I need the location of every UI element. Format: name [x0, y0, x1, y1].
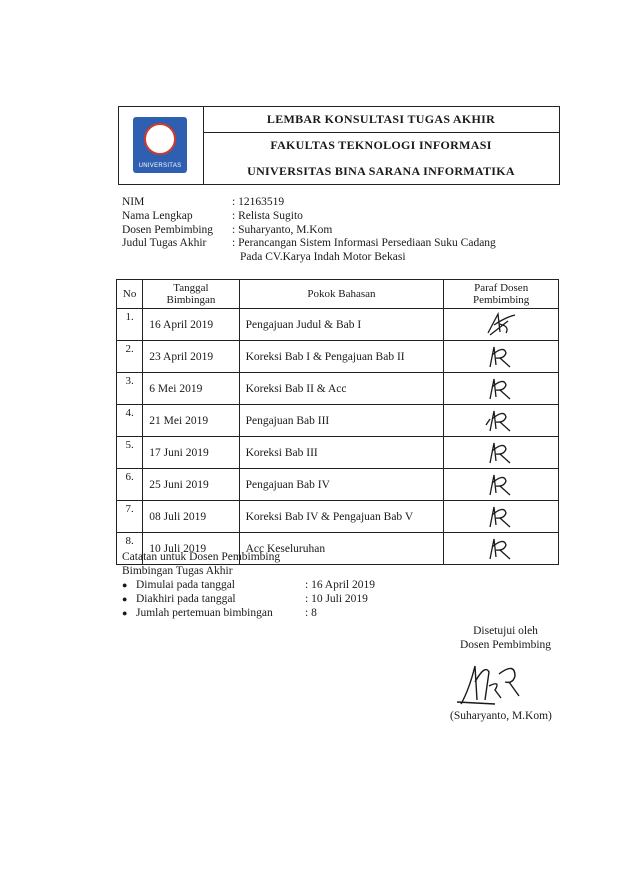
initial-signature-icon	[484, 311, 520, 337]
row-signature	[444, 405, 559, 437]
row-signature	[444, 469, 559, 501]
row-date: 25 Juni 2019	[143, 469, 239, 501]
note-item-count	[122, 606, 375, 620]
info-value: : Perancangan Sistem Informasi Persediaan Suku Cadang	[232, 237, 496, 250]
row-date: 17 Juni 2019	[143, 437, 239, 469]
table-row	[117, 437, 559, 469]
row-signature	[444, 373, 559, 405]
university-name: UNIVERSITAS BINA SARANA INFORMATIKA	[247, 163, 515, 178]
row-topic: Pengajuan Bab III	[239, 405, 444, 437]
initial-signature-icon	[484, 407, 520, 433]
thesis-title-continuation: Pada CV.Karya Indah Motor Bekasi	[240, 251, 406, 264]
header-date	[143, 280, 239, 309]
initial-signature-icon	[484, 471, 520, 497]
student-info	[122, 196, 496, 265]
bullet-icon: ●	[122, 580, 128, 590]
row-date: 6 Mei 2019	[143, 373, 239, 405]
supervisor-notes	[122, 550, 375, 620]
logo-emblem-icon	[144, 123, 176, 155]
notes-heading-line2: Bimbingan Tugas Akhir	[122, 565, 233, 577]
row-topic: Pengajuan Judul & Bab I	[239, 309, 444, 341]
approval-line2: Dosen Pembimbing	[460, 639, 552, 651]
row-signature	[444, 501, 559, 533]
consultation-table	[116, 279, 559, 565]
info-row-supervisor	[122, 224, 496, 238]
bullet-icon: ●	[122, 608, 128, 618]
faculty-name: FAKULTAS TEKNOLOGI INFORMASI	[270, 138, 492, 152]
table-header-row	[117, 280, 559, 309]
table-row	[117, 309, 559, 341]
note-label: Dimulai pada tanggal	[136, 579, 235, 591]
row-date: 16 April 2019	[143, 309, 239, 341]
supervisor-signature-icon	[455, 660, 535, 708]
initial-signature-icon	[484, 343, 520, 369]
info-value: : Relista Sugito	[232, 209, 303, 222]
note-label: Diakhiri pada tanggal	[136, 593, 236, 605]
note-value: : 16 April 2019	[305, 579, 375, 591]
document-header	[118, 106, 560, 185]
initial-signature-icon	[484, 535, 520, 561]
row-date: 23 April 2019	[143, 341, 239, 373]
note-value: : 10 Juli 2019	[305, 593, 368, 605]
initial-signature-icon	[484, 375, 520, 401]
logo-text: UNIVERSITAS	[138, 163, 182, 169]
info-row-name	[122, 210, 496, 224]
note-item-end	[122, 592, 375, 606]
form-title: LEMBAR KONSULTASI TUGAS AKHIR	[203, 107, 559, 133]
row-date: 21 Mei 2019	[143, 405, 239, 437]
table-row	[117, 405, 559, 437]
row-no: 1.	[117, 309, 143, 341]
row-date: 10 Juli 2019	[143, 533, 239, 565]
row-no: 5.	[117, 437, 143, 469]
note-item-start	[122, 578, 375, 592]
header-sign-line2: Pembimbing	[473, 294, 530, 306]
row-no: 7.	[117, 501, 143, 533]
header-signature	[444, 280, 559, 309]
header-topic: Pokok Bahasan	[239, 280, 444, 309]
row-no: 4.	[117, 405, 143, 437]
table-row	[117, 373, 559, 405]
table-row	[117, 469, 559, 501]
table-row	[117, 501, 559, 533]
info-label: Dosen Pembimbing	[122, 223, 214, 236]
initial-signature-icon	[484, 439, 520, 465]
row-no: 8.	[117, 533, 143, 565]
row-topic: Koreksi Bab III	[239, 437, 444, 469]
row-topic: Koreksi Bab IV & Pengajuan Bab V	[239, 501, 444, 533]
row-no: 2.	[117, 341, 143, 373]
row-signature	[444, 437, 559, 469]
row-topic: Acc Keseluruhan	[239, 533, 444, 565]
row-signature	[444, 533, 559, 565]
initial-signature-icon	[484, 503, 520, 529]
supervisor-name: (Suharyanto, M.Kom)	[450, 710, 552, 722]
row-date: 08 Juli 2019	[143, 501, 239, 533]
header-date-line1: Tanggal	[173, 282, 209, 294]
row-signature	[444, 309, 559, 341]
row-signature	[444, 341, 559, 373]
row-topic: Koreksi Bab I & Pengajuan Bab II	[239, 341, 444, 373]
info-row-thesis-title	[122, 237, 496, 251]
header-date-line2: Bimbingan	[166, 294, 216, 306]
info-label: Judul Tugas Akhir	[122, 237, 207, 250]
info-label: NIM	[122, 196, 145, 208]
university-logo	[133, 117, 187, 173]
row-topic: Pengajuan Bab IV	[239, 469, 444, 501]
row-no: 6.	[117, 469, 143, 501]
logo-cell	[119, 107, 204, 184]
info-label: Nama Lengkap	[122, 209, 193, 222]
notes-heading-line1: Catatan untuk Dosen Pembimbing	[122, 551, 281, 563]
info-value: : Suharyanto, M.Kom	[232, 223, 333, 236]
approval-block	[460, 624, 551, 652]
info-value: : 12163519	[232, 196, 285, 208]
header-no: No	[117, 280, 143, 309]
bullet-icon: ●	[122, 594, 128, 604]
header-sign-line1: Paraf Dosen	[474, 282, 529, 294]
row-topic: Koreksi Bab II & Acc	[239, 373, 444, 405]
row-no: 3.	[117, 373, 143, 405]
note-value: : 8	[305, 607, 317, 619]
note-label: Jumlah pertemuan bimbingan	[136, 607, 273, 619]
approval-line1: Disetujui oleh	[473, 625, 538, 637]
table-row	[117, 341, 559, 373]
info-row-nim	[122, 196, 496, 210]
